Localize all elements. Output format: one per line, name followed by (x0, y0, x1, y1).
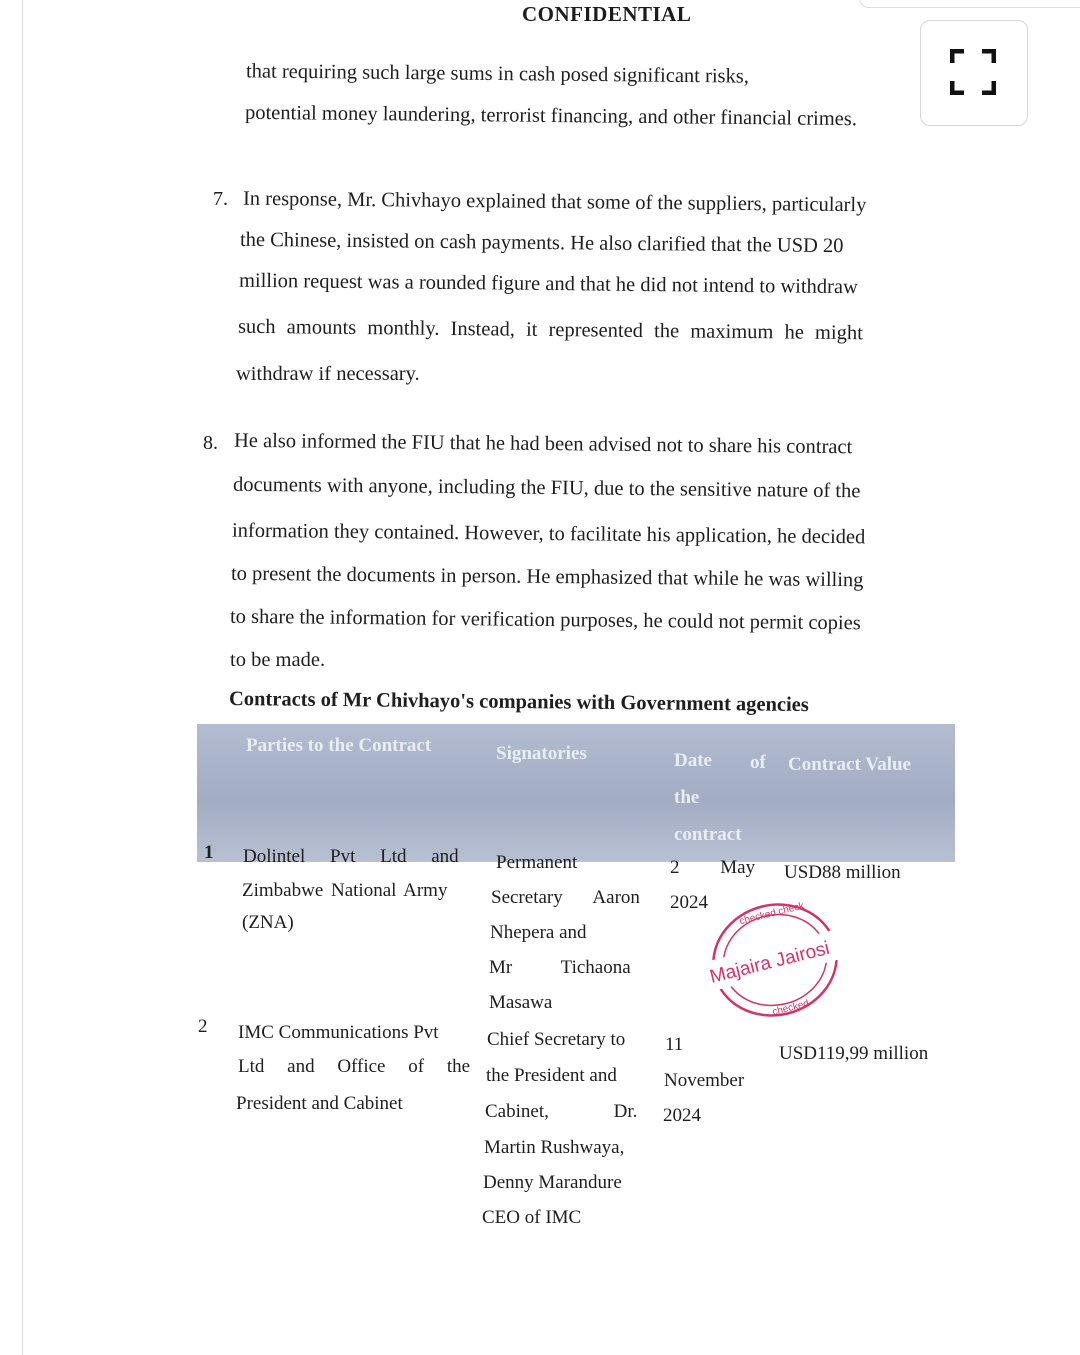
table-heading: Contracts of Mr Chivhayo's companies with Government agencies (228, 687, 809, 717)
col-header-signatories: Signatories (496, 743, 587, 764)
col-header-date-of: of (750, 752, 766, 773)
row-2-signatories-line-1: Chief Secretary to (487, 1029, 626, 1050)
row-1-value: USD88 million (784, 862, 901, 883)
col-header-value: Contract Value (788, 754, 911, 775)
row-1-signatories-line-1: Permanent (496, 852, 578, 873)
paragraph-7-line-1: In response, Mr. Chivhayo explained that some of the suppliers, particularly (242, 187, 867, 217)
confidential-header: CONFIDENTIAL (522, 2, 692, 26)
stamp-name: Majaira Jairosi (707, 937, 832, 988)
row-1-parties-line-2: Zimbabwe National Army (242, 880, 448, 901)
row-2-date-line-1: 11 (665, 1034, 684, 1055)
row-1-signatories-line-3: Nhepera and (490, 922, 587, 943)
paragraph-8-line-4: to present the documents in person. He emphasized that while he was willing (230, 562, 864, 592)
paragraph-7-line-5: withdraw if necessary. (236, 363, 420, 385)
row-2-signatories-line-6: CEO of IMC (482, 1207, 582, 1228)
paragraph-7-line-4: such amounts monthly. Instead, it represented the maximum he might (237, 315, 863, 345)
row-2-signatories-line-3: Cabinet, Dr. (485, 1101, 638, 1122)
paragraph-8-line-5: to share the information for verification purposes, he could not permit copies (229, 605, 861, 635)
expand-icon (950, 49, 996, 95)
col-header-date-line3: contract (674, 824, 742, 845)
col-header-date-line2: the (674, 787, 700, 808)
col-header-date-line1: Date (674, 750, 712, 771)
row-1-index: 1 (204, 842, 214, 863)
paragraph-8-line-3: information they contained. However, to facilitate his application, he decided (231, 519, 866, 549)
row-2-date-line-3: 2024 (663, 1105, 701, 1126)
paragraph-7-line-3: million request was a rounded figure and that he did not intend to withdraw (238, 269, 858, 299)
row-1-parties-line-1: Dolintel Pvt Ltd and (243, 846, 459, 867)
row-2-parties-line-2: Ltd and Office of the (238, 1056, 471, 1077)
paragraph-8-line-2: documents with anyone, including the FIU, due to the sensitive nature of the (232, 473, 861, 503)
row-2-signatories-line-2: the President and (486, 1065, 617, 1086)
intro-line-1: that requiring such large sums in cash posed significant risks, (245, 60, 750, 88)
row-1-parties-line-3: (ZNA) (242, 912, 294, 933)
expand-fullscreen-button[interactable] (920, 20, 1028, 126)
checked-stamp (700, 895, 850, 1025)
row-1-signatories-line-2: Secretary Aaron (491, 887, 640, 908)
row-2-index: 2 (198, 1016, 208, 1037)
paragraph-7-number: 7. (213, 188, 228, 210)
top-overlay-edge (859, 0, 1080, 8)
paragraph-8-line-6: to be made. (230, 649, 326, 671)
paragraph-8-line-1: He also informed the FIU that he had been advised not to share his contract (233, 429, 853, 459)
row-2-signatories-line-5: Denny Marandure (483, 1172, 622, 1193)
row-2-parties-line-1: IMC Communications Pvt (238, 1022, 439, 1043)
stamp-ring-top: checked check (738, 900, 806, 928)
row-1-date-line-2: 2024 (670, 892, 708, 913)
paragraph-7-line-2: the Chinese, insisted on cash payments. He also clarified that the USD 20 (239, 228, 844, 258)
row-1-signatories-line-4: Mr Tichaona (489, 957, 631, 978)
row-2-value: USD119,99 million (779, 1043, 929, 1064)
row-1-signatories-line-5: Masawa (489, 992, 553, 1013)
paragraph-8-number: 8. (203, 432, 218, 454)
row-2-signatories-line-4: Martin Rushwaya, (484, 1137, 625, 1158)
row-2-date-line-2: November (664, 1070, 745, 1091)
row-2-parties-line-3: President and Cabinet (236, 1093, 403, 1114)
row-1-date-line-1: 2 May (670, 857, 756, 878)
intro-line-2: potential money laundering, terrorist financing, and other financial crimes. (244, 101, 858, 131)
stamp-ring-bottom: checked (771, 998, 811, 1018)
col-header-parties: Parties to the Contract (246, 735, 432, 756)
